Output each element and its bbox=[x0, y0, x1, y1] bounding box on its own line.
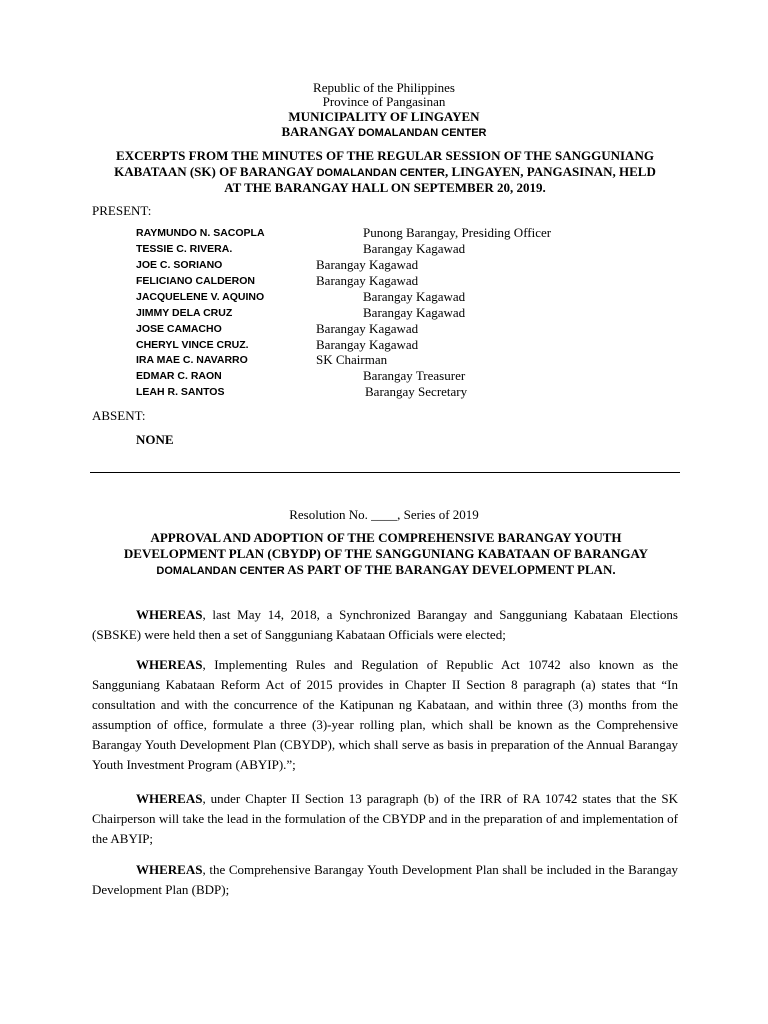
whereas-text: , the Comprehensive Barangay Youth Development Plan shall be included in the Barangay Development Plan (BDP); bbox=[92, 862, 678, 897]
resolution-number: Resolution No. ____, Series of 2019 bbox=[289, 507, 479, 522]
whereas-text: , last May 14, 2018, a Synchronized Barangay and Sangguniang Kabataan Elections (SBSKE) were held then a set of Sangguniang Kabataan Officials were elected; bbox=[92, 607, 678, 642]
header-barangay-name: DOMALANDAN CENTER bbox=[358, 127, 487, 139]
present-label: PRESENT: bbox=[92, 203, 152, 218]
whereas-paragraph bbox=[92, 789, 678, 849]
whereas-keyword: WHEREAS bbox=[136, 657, 203, 672]
whereas-paragraph bbox=[92, 655, 678, 775]
minutes-title-line3: AT THE BARANGAY HALL ON SEPTEMBER 20, 2019. bbox=[224, 180, 546, 195]
attendee-position: Barangay Kagawad bbox=[363, 241, 466, 256]
attendee-row bbox=[136, 225, 636, 241]
header-republic: Republic of the Philippines bbox=[313, 80, 455, 95]
attendee-name: LEAH R. SANTOS bbox=[136, 386, 225, 398]
attendee-name: FELICIANO CALDERON bbox=[136, 275, 255, 287]
attendee-position: Barangay Treasurer bbox=[363, 368, 466, 383]
whereas-paragraph bbox=[92, 605, 678, 645]
attendee-position: Barangay Kagawad bbox=[316, 321, 419, 336]
minutes-title-line2-a: KABATAAN (SK) OF BARANGAY bbox=[114, 164, 317, 179]
attendee-row bbox=[136, 273, 636, 289]
minutes-title-line2-c: , LINGAYEN, PANGASINAN, HELD bbox=[444, 164, 656, 179]
attendee-position: Barangay Kagawad bbox=[316, 273, 419, 288]
attendee-name: RAYMUNDO N. SACOPLA bbox=[136, 227, 265, 239]
minutes-title-line2 bbox=[92, 164, 678, 181]
attendee-row bbox=[136, 241, 636, 257]
header-barangay bbox=[0, 124, 768, 141]
attendee-name: TESSIE C. RIVERA. bbox=[136, 243, 233, 255]
attendee-name: IRA MAE C. NAVARRO bbox=[136, 354, 248, 366]
section-divider bbox=[90, 472, 680, 473]
attendee-position: Punong Barangay, Presiding Officer bbox=[363, 225, 552, 240]
attendee-row bbox=[136, 305, 636, 321]
whereas-keyword: WHEREAS bbox=[136, 607, 203, 622]
whereas-keyword: WHEREAS bbox=[136, 791, 203, 806]
absent-label: ABSENT: bbox=[92, 408, 146, 423]
whereas-text: , Implementing Rules and Regulation of Republic Act 10742 also known as the Sangguniang Kabataan Reform Act of 2015 provides in Chapter II Section 8 paragraph (a) states that “In consultation and with the concurrence of the Katipunan ng Kabataan, and within three (3) months from the assumption of office, formulate a three (3)-year rolling plan, which shall be known as the Comprehensive Barangay Youth Development Plan (CBYDP), which shall serve as basis in preparation of the Annual Barangay Youth Investment Program (ABYIP).”; bbox=[92, 657, 678, 772]
resolution-title-line3-b: AS PART OF THE BARANGAY DEVELOPMENT PLAN. bbox=[284, 562, 616, 577]
attendee-name: JIMMY DELA CRUZ bbox=[136, 307, 233, 319]
resolution-title-line2: DEVELOPMENT PLAN (CBYDP) OF THE SANGGUNIANG KABATAAN OF BARANGAY bbox=[123, 546, 649, 561]
resolution-title-line3 bbox=[96, 562, 676, 579]
attendee-row bbox=[136, 321, 636, 337]
attendee-row bbox=[136, 257, 636, 273]
attendee-name: CHERYL VINCE CRUZ. bbox=[136, 339, 249, 351]
header-barangay-prefix: BARANGAY bbox=[281, 124, 359, 139]
attendee-position: Barangay Kagawad bbox=[363, 289, 466, 304]
attendee-name: EDMAR C. RAON bbox=[136, 370, 222, 382]
resolution-title-barangay-name: DOMALANDAN CENTER bbox=[156, 565, 285, 577]
minutes-title-barangay-name: DOMALANDAN CENTER bbox=[316, 167, 445, 179]
minutes-title-line1: EXCERPTS FROM THE MINUTES OF THE REGULAR SESSION OF THE SANGGUNIANG bbox=[116, 148, 654, 163]
attendee-name: JOE C. SORIANO bbox=[136, 259, 223, 271]
whereas-keyword: WHEREAS bbox=[136, 862, 203, 877]
header-municipality: MUNICIPALITY OF LINGAYEN bbox=[288, 109, 480, 124]
absent-value: NONE bbox=[136, 432, 174, 447]
attendee-row bbox=[136, 337, 636, 353]
attendee-row bbox=[136, 289, 636, 305]
attendee-position: Barangay Secretary bbox=[365, 384, 468, 399]
attendee-position: Barangay Kagawad bbox=[316, 257, 419, 272]
attendee-position: SK Chairman bbox=[316, 352, 388, 367]
whereas-text: , under Chapter II Section 13 paragraph (b) of the IRR of RA 10742 states that the SK Chairperson will take the lead in the formulation of the CBYDP and in the preparation of and implementation of the ABYIP; bbox=[92, 791, 678, 846]
attendee-row bbox=[136, 384, 636, 400]
attendee-name: JOSE CAMACHO bbox=[136, 323, 222, 335]
attendee-row bbox=[136, 352, 636, 368]
header-province: Province of Pangasinan bbox=[322, 94, 446, 109]
attendee-position: Barangay Kagawad bbox=[316, 337, 419, 352]
attendee-position: Barangay Kagawad bbox=[363, 305, 466, 320]
attendee-name: JACQUELENE V. AQUINO bbox=[136, 291, 265, 303]
whereas-paragraph bbox=[92, 860, 678, 900]
resolution-title-line1: APPROVAL AND ADOPTION OF THE COMPREHENSIVE BARANGAY YOUTH bbox=[150, 530, 622, 545]
attendee-row bbox=[136, 368, 636, 384]
